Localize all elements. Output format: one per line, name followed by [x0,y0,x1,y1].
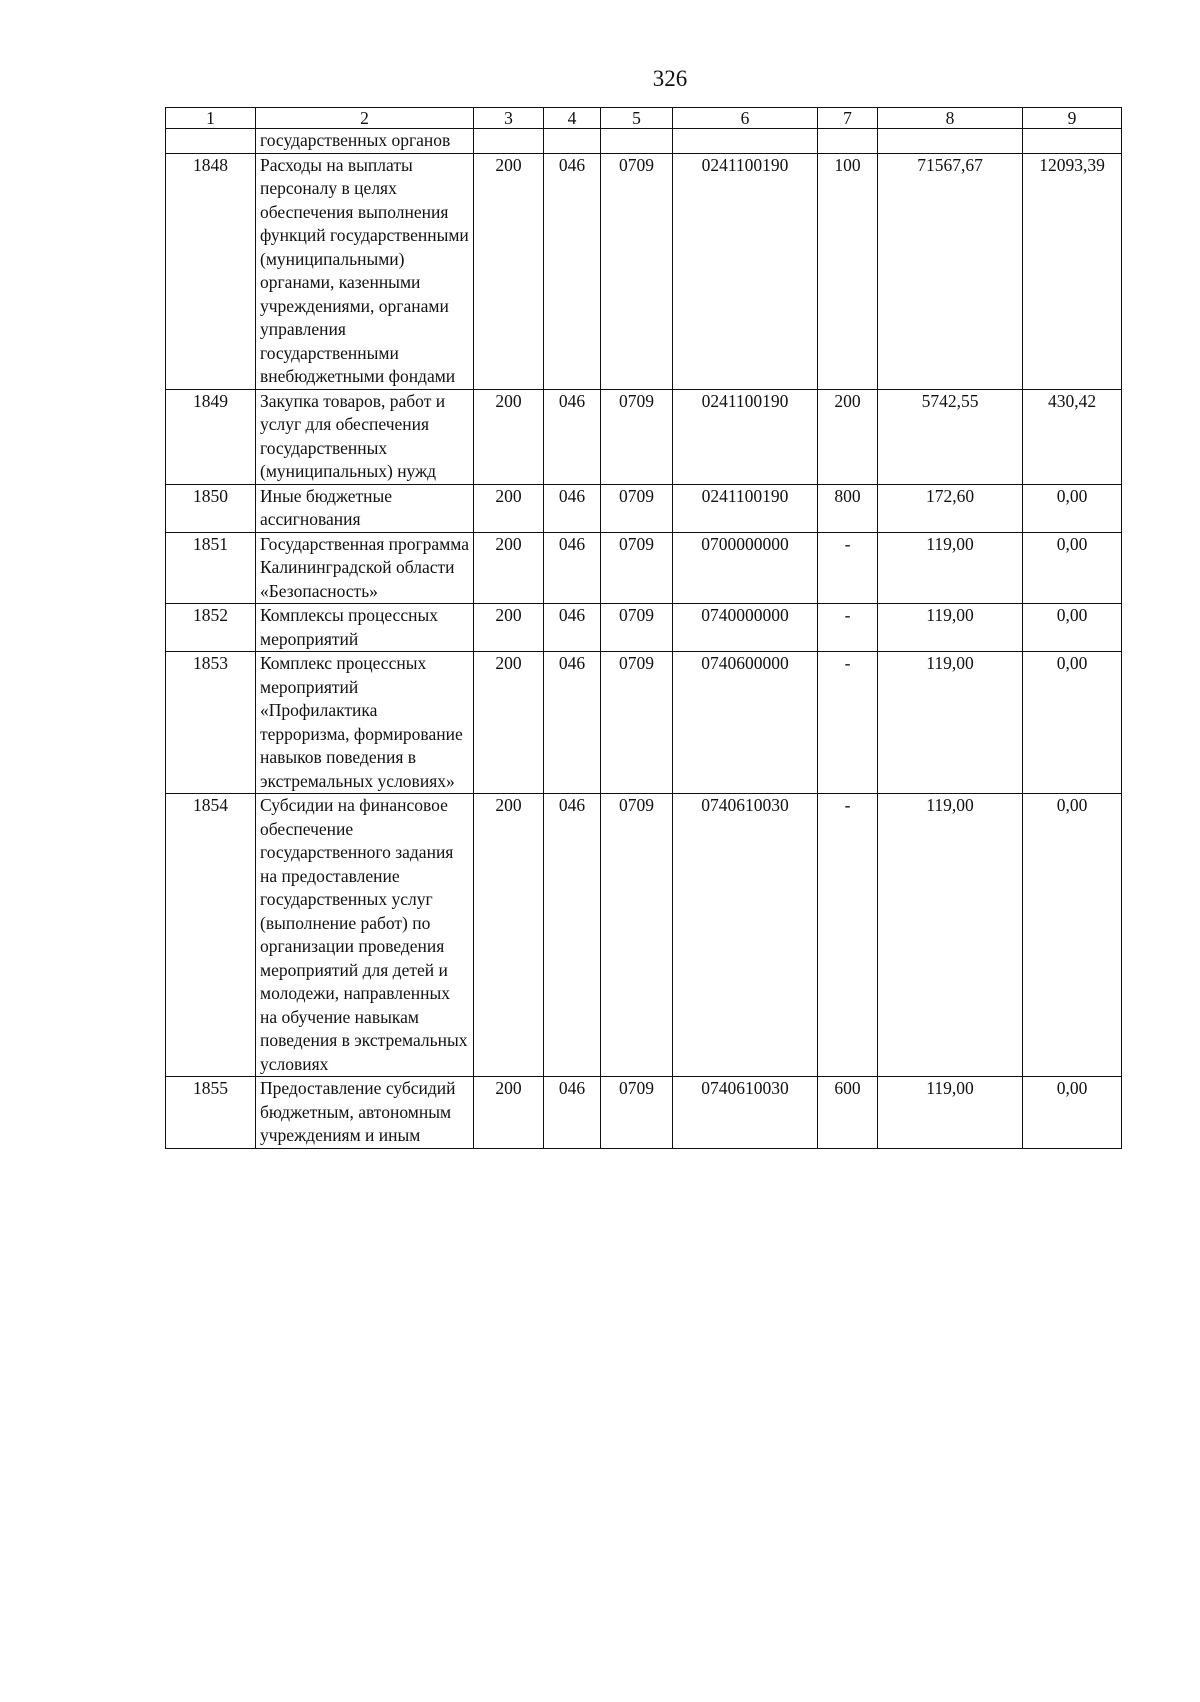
row-name: Комплекс процессных мероприятий «Профилактика терроризма, формирование навыков поведения в экстремальных условиях» [256,652,474,794]
cell-col7: 600 [818,1077,878,1149]
row-number: 1851 [166,532,256,604]
cell-col6 [673,129,818,154]
cell-col7: - [818,604,878,652]
cell-col4: 046 [544,604,601,652]
column-header: 2 [256,108,474,129]
cell-col6: 0241100190 [673,389,818,484]
table-row [166,652,1122,794]
cell-amount-col8: 5742,55 [878,389,1023,484]
budget-table [165,107,1122,1149]
cell-col3: 200 [474,153,544,389]
row-name: Предоставление субсидий бюджетным, автономным учреждениям и иным [256,1077,474,1149]
cell-col5 [601,129,673,154]
cell-col3: 200 [474,484,544,532]
cell-amount-col9: 0,00 [1023,604,1122,652]
cell-col7: 800 [818,484,878,532]
cell-amount-col9: 430,42 [1023,389,1122,484]
row-number: 1854 [166,794,256,1077]
cell-col3 [474,129,544,154]
cell-amount-col9: 0,00 [1023,484,1122,532]
row-number: 1853 [166,652,256,794]
cell-amount-col8: 119,00 [878,532,1023,604]
cell-col3: 200 [474,1077,544,1149]
cell-col5: 0709 [601,794,673,1077]
row-number [166,129,256,154]
cell-amount-col9 [1023,129,1122,154]
row-name: государственных органов [256,129,474,154]
cell-col3: 200 [474,652,544,794]
cell-col7: - [818,652,878,794]
row-number: 1850 [166,484,256,532]
cell-col6: 0241100190 [673,484,818,532]
row-name: Субсидии на финансовое обеспечение государственного задания на предоставление государственных услуг (выполнение работ) по организации проведения мероприятий для детей и молодежи, направленных на обучение навыкам поведения в экстремальных условиях [256,794,474,1077]
cell-col5: 0709 [601,153,673,389]
table-header-row [166,108,1122,129]
cell-col7: 200 [818,389,878,484]
column-header: 7 [818,108,878,129]
row-number: 1855 [166,1077,256,1149]
cell-col7 [818,129,878,154]
table-row [166,794,1122,1077]
row-name: Комплексы процессных мероприятий [256,604,474,652]
cell-amount-col8: 119,00 [878,604,1023,652]
cell-amount-col9: 0,00 [1023,794,1122,1077]
column-header: 3 [474,108,544,129]
cell-amount-col8: 119,00 [878,652,1023,794]
cell-col3: 200 [474,604,544,652]
page-number: 326 [652,66,688,91]
cell-col4: 046 [544,484,601,532]
row-number: 1849 [166,389,256,484]
table-row [166,484,1122,532]
cell-col6: 0241100190 [673,153,818,389]
table-row [166,532,1122,604]
row-name: Иные бюджетные ассигнования [256,484,474,532]
cell-col4: 046 [544,1077,601,1149]
table-row [166,389,1122,484]
cell-col7: - [818,794,878,1077]
cell-amount-col8: 172,60 [878,484,1023,532]
cell-col6: 0740610030 [673,1077,818,1149]
column-header: 4 [544,108,601,129]
cell-col6: 0740610030 [673,794,818,1077]
cell-amount-col8: 119,00 [878,1077,1023,1149]
table-row [166,1077,1122,1149]
cell-col3: 200 [474,389,544,484]
cell-col5: 0709 [601,604,673,652]
cell-col4 [544,129,601,154]
column-header: 6 [673,108,818,129]
cell-col5: 0709 [601,389,673,484]
cell-col4: 046 [544,532,601,604]
cell-amount-col9: 0,00 [1023,1077,1122,1149]
row-number: 1848 [166,153,256,389]
row-name: Расходы на выплаты персоналу в целях обеспечения выполнения функций государственными (муниципальными) органами, казенными учреждениями, органами управления государственными внебюджетными фондами [256,153,474,389]
cell-amount-col9: 12093,39 [1023,153,1122,389]
cell-col4: 046 [544,389,601,484]
column-header: 8 [878,108,1023,129]
cell-col4: 046 [544,153,601,389]
table-row [166,604,1122,652]
row-name: Закупка товаров, работ и услуг для обеспечения государственных (муниципальных) нужд [256,389,474,484]
cell-col4: 046 [544,652,601,794]
cell-col5: 0709 [601,532,673,604]
cell-col5: 0709 [601,652,673,794]
cell-col6: 0700000000 [673,532,818,604]
cell-col5: 0709 [601,1077,673,1149]
cell-col7: - [818,532,878,604]
table-row [166,153,1122,389]
cell-col3: 200 [474,794,544,1077]
cell-amount-col8: 119,00 [878,794,1023,1077]
column-header: 1 [166,108,256,129]
cell-amount-col8 [878,129,1023,154]
cell-amount-col8: 71567,67 [878,153,1023,389]
row-number: 1852 [166,604,256,652]
cell-amount-col9: 0,00 [1023,532,1122,604]
table-body [166,129,1122,1149]
column-header: 9 [1023,108,1122,129]
cell-col5: 0709 [601,484,673,532]
row-name: Государственная программа Калининградской области «Безопасность» [256,532,474,604]
cell-col4: 046 [544,794,601,1077]
column-header: 5 [601,108,673,129]
cell-col6: 0740600000 [673,652,818,794]
cell-col7: 100 [818,153,878,389]
cell-col6: 0740000000 [673,604,818,652]
cell-col3: 200 [474,532,544,604]
table-row [166,129,1122,154]
cell-amount-col9: 0,00 [1023,652,1122,794]
